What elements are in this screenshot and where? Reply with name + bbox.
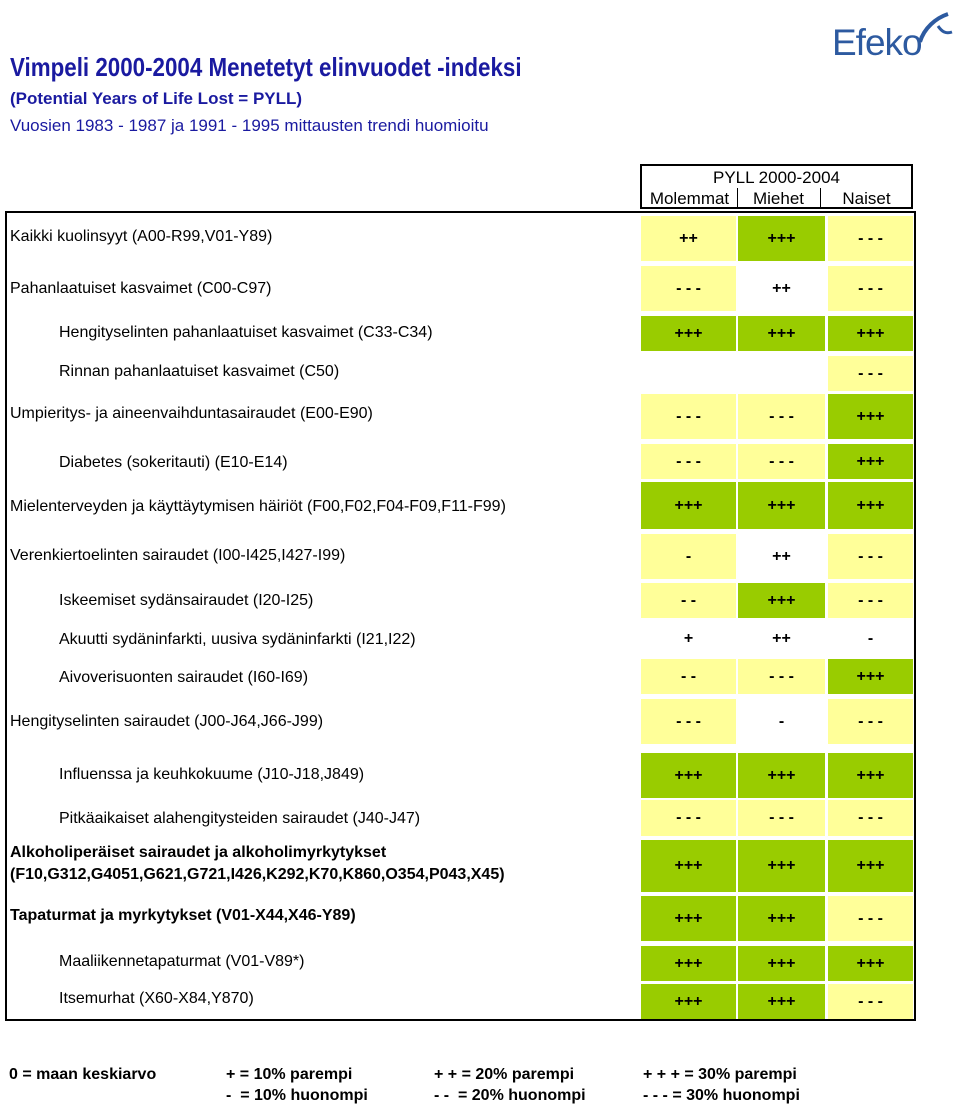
value-cell-miehet: - - - [738,394,825,439]
row-label: Maaliikennetapaturmat (V01-V89*) [59,953,305,970]
value-cell-miehet: - [738,699,825,744]
row-label-codes: (F10,G312,G4051,G621,G721,I426,K292,K70,K860,O354,P043,X45) [10,866,505,883]
page-subtitle-trend: Vuosien 1983 - 1987 ja 1991 - 1995 mittausten trendi huomioitu [10,116,489,135]
value-cell-naiset: - - - [828,266,913,311]
value-cell-molemmat: +++ [641,946,736,981]
value-cell-molemmat: - - - [641,394,736,439]
value-cell-naiset: +++ [828,840,913,892]
value-cell-molemmat [641,356,736,391]
value-cell-naiset: +++ [828,444,913,479]
legend-minus-30: - - - = 30% huonompi [643,1087,800,1104]
legend-plus-20: + + = 20% parempi [434,1066,575,1083]
efeko-logo: Efeko [832,22,922,63]
row-label: Tapaturmat ja myrkytykset (V01-X44,X46-Y89) [10,907,356,924]
value-cell-molemmat: - - - [641,444,736,479]
value-cell-molemmat: +++ [641,316,736,351]
value-cell-molemmat: - - [641,583,736,618]
page-title: Vimpeli 2000-2004 Menetetyt elinvuodet -indeksi [10,52,522,82]
row-label: Hengityselinten sairaudet (J00-J64,J66-J99) [10,713,324,730]
row-label: Verenkiertoelinten sairaudet (I00-I425,I427-I99) [10,547,346,564]
pyll-column-header [640,164,913,209]
legend-plus-10: + = 10% parempi [226,1066,353,1083]
value-cell-miehet: ++ [738,266,825,311]
value-cell-molemmat: +++ [641,896,736,941]
value-cell-miehet: +++ [738,840,825,892]
value-cell-molemmat: +++ [641,840,736,892]
value-cell-naiset: - - - [828,216,913,261]
value-cell-miehet: - - - [738,444,825,479]
row-label: Influenssa ja keuhkokuume (J10-J18,J849) [59,766,365,783]
value-cell-naiset: - - - [828,534,913,579]
row-label: Umpieritys- ja aineenvaihduntasairaudet (E00-E90) [10,405,373,422]
row-label: Alkoholiperäiset sairaudet ja alkoholimyrkytykset [10,844,387,861]
value-cell-molemmat: +++ [641,753,736,798]
page-subtitle: (Potential Years of Life Lost = PYLL) [10,89,303,108]
row-label: Mielenterveyden ja käyttäytymisen häiriöt (F00,F02,F04-F09,F11-F99) [10,498,506,515]
logo-swoosh-icon [828,8,954,70]
value-cell-miehet [738,356,825,391]
row-label: Pitkäaikaiset alahengitysteiden sairaudet (J40-J47) [59,810,421,827]
value-cell-miehet: ++ [738,534,825,579]
row-label: Pahanlaatuiset kasvaimet (C00-C97) [10,280,272,297]
row-label: Iskeemiset sydänsairaudet (I20-I25) [59,592,314,609]
value-cell-naiset: - - - [828,896,913,941]
value-cell-molemmat: - - [641,659,736,694]
value-cell-molemmat: - - - [641,699,736,744]
value-cell-naiset: - - - [828,699,913,744]
value-cell-molemmat: - - - [641,266,736,311]
legend-minus-10: - = 10% huonompi [226,1087,368,1104]
value-cell-miehet: - - - [738,800,825,836]
value-cell-miehet: +++ [738,316,825,351]
row-label: Kaikki kuolinsyyt (A00-R99,V01-Y89) [10,228,273,245]
value-cell-naiset: +++ [828,946,913,981]
value-cell-naiset: - - - [828,984,913,1019]
value-cell-miehet: +++ [738,583,825,618]
row-label: Akuutti sydäninfarkti, uusiva sydäninfarkti (I21,I22) [59,631,416,648]
value-cell-miehet: +++ [738,984,825,1019]
column-header-molemmat: Molemmat [649,189,730,208]
value-cell-miehet: ++ [738,621,825,656]
pyll-group-title: PYLL 2000-2004 [713,168,840,187]
value-cell-molemmat: +++ [641,482,736,529]
row-label: Itsemurhat (X60-X84,Y870) [59,990,254,1007]
value-cell-naiset: +++ [828,659,913,694]
value-cell-naiset: +++ [828,753,913,798]
row-label: Aivoverisuonten sairaudet (I60-I69) [59,669,309,686]
value-cell-miehet: +++ [738,216,825,261]
value-cell-naiset: - - - [828,800,913,836]
value-cell-naiset: +++ [828,316,913,351]
legend-zero: 0 = maan keskiarvo [9,1066,157,1083]
legend-plus-30: + + + = 30% parempi [643,1066,797,1083]
value-cell-naiset: +++ [828,482,913,529]
value-cell-naiset: +++ [828,394,913,439]
row-label: Diabetes (sokeritauti) (E10-E14) [59,454,288,471]
value-cell-miehet: +++ [738,482,825,529]
column-header-miehet: Miehet [752,189,805,208]
row-label: Rinnan pahanlaatuiset kasvaimet (C50) [59,363,340,380]
value-cell-miehet: +++ [738,896,825,941]
value-cell-naiset: - [828,621,913,656]
value-cell-miehet: +++ [738,946,825,981]
value-cell-naiset: - - - [828,583,913,618]
legend-minus-20: - - = 20% huonompi [434,1087,586,1104]
value-cell-molemmat: - - - [641,800,736,836]
value-cell-naiset: - - - [828,356,913,391]
value-cell-molemmat: + [641,621,736,656]
value-cell-molemmat: ++ [641,216,736,261]
row-label: Hengityselinten pahanlaatuiset kasvaimet (C33-C34) [59,324,433,341]
value-cell-molemmat: +++ [641,984,736,1019]
value-cell-miehet: - - - [738,659,825,694]
value-cell-molemmat: - [641,534,736,579]
column-header-naiset: Naiset [842,189,891,208]
value-cell-miehet: +++ [738,753,825,798]
